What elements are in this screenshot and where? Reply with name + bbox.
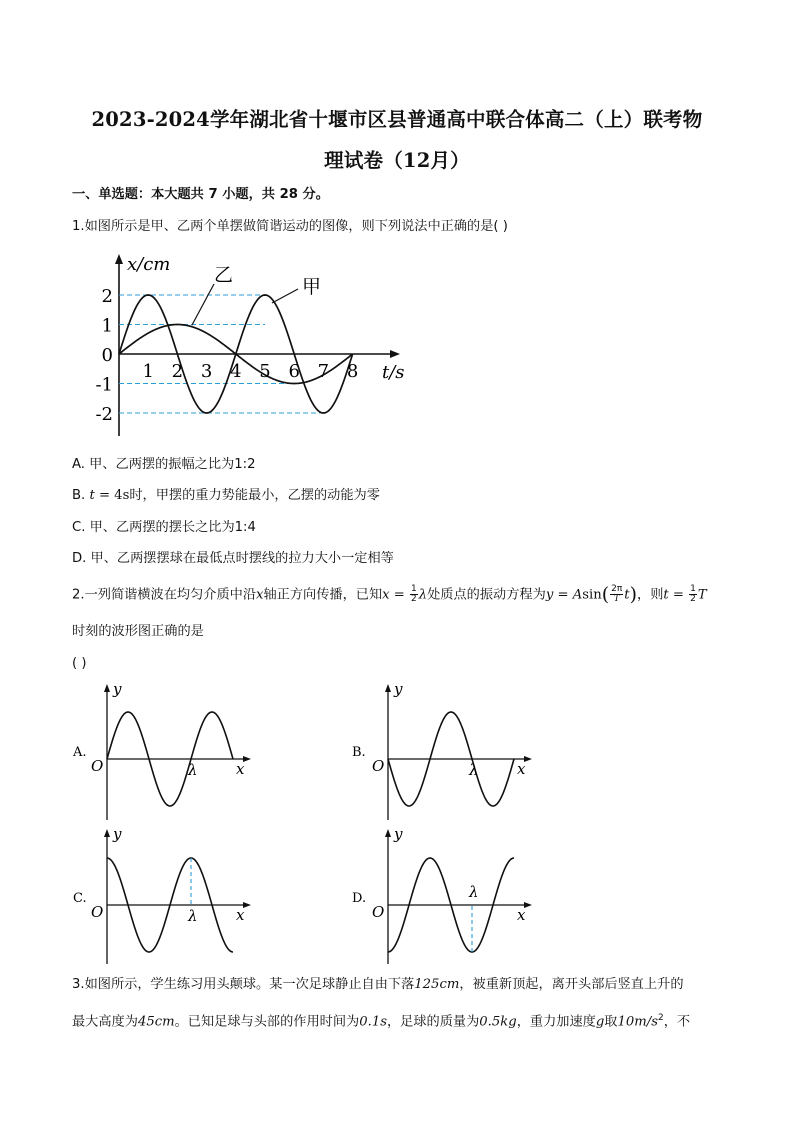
option-c-y-arrow xyxy=(104,829,110,837)
paper-title-line1: 2023-2024学年湖北省十堰市区县普通高中联合体高二（上）联考物 xyxy=(91,108,703,131)
option-d-x-label: x xyxy=(517,906,526,924)
q2-frac-half-1-num: 1 xyxy=(411,584,417,594)
q3-line2-f: ，不 xyxy=(663,1014,691,1030)
q1-option-b-rest: 时，甲摆的重力势能最小，乙摆的动能为零 xyxy=(129,488,380,503)
q3-line2-d: ，重力加速度 xyxy=(516,1014,596,1030)
q3-line2-a: 最大高度为 xyxy=(72,1014,138,1030)
q3-line2-e: 取 xyxy=(604,1014,618,1030)
q2-lambda: λ xyxy=(418,587,428,603)
q2-paren-open: ( xyxy=(601,583,610,606)
q2-stem-d: ，则 xyxy=(637,587,664,603)
paper-title-line2: 理试卷（12月） xyxy=(324,149,470,172)
q3-line1 xyxy=(72,976,684,994)
q3-value-accel: 10m/s xyxy=(617,1014,658,1030)
x-tick-label: 5 xyxy=(259,361,271,382)
option-c-label: C. xyxy=(73,891,87,906)
q2-answer-blank: ( ) xyxy=(72,656,87,671)
x-tick-label: 2 xyxy=(171,361,184,382)
y-tick-label: 2 xyxy=(101,286,113,307)
q1-option-a: A. 甲、乙两摆的振幅之比为1:2 xyxy=(72,457,256,472)
x-tick-label: 7 xyxy=(317,361,330,382)
q3-line2-b: 。已知足球与头部的作用时间为 xyxy=(174,1014,360,1030)
option-b-x-label: x xyxy=(517,760,526,778)
option-c-x-label: x xyxy=(236,906,245,924)
q2-stem-b: 轴正方向传播，已知 xyxy=(263,587,383,603)
option-b-label: B. xyxy=(352,745,366,760)
q2-stem-line2: 时刻的波形图正确的是 xyxy=(72,624,204,639)
q2-T-letter: T xyxy=(697,587,707,603)
option-b-origin: O xyxy=(372,757,385,775)
q2-frac-half-1-den: 2 xyxy=(411,594,417,604)
q2-graph-group xyxy=(72,680,532,964)
q3-value-45cm: 45cm xyxy=(137,1014,175,1030)
curve-yi-label: 乙 xyxy=(214,264,234,286)
option-b-y-arrow xyxy=(385,684,391,692)
q3-line2-c: ，足球的质量为 xyxy=(386,1014,480,1030)
x-tick-label: 1 xyxy=(142,361,154,382)
q1-stem: 1.如图所示是甲、乙两个单摆做简谐运动的图像，则下列说法中正确的是( ) xyxy=(72,219,508,234)
q1-option-d: D. 甲、乙两摆摆球在最低点时摆线的拉力大小一定相等 xyxy=(72,551,394,566)
x-axis-label: t/s xyxy=(382,362,405,383)
option-c-origin: O xyxy=(91,903,104,921)
q3-line1-b: ，被重新顶起，离开头部后竖直上升的 xyxy=(459,977,684,992)
y-tick-label: -1 xyxy=(95,374,113,396)
option-d-y-arrow xyxy=(385,829,391,837)
q3-value-125cm: 125cm xyxy=(414,977,460,992)
q2-frac-half-2-num: 1 xyxy=(690,584,696,594)
y-axis-label: x/cm xyxy=(127,254,171,275)
q3-g-letter: g xyxy=(595,1014,605,1030)
x-tick-label: 3 xyxy=(200,361,213,382)
option-a-label: A. xyxy=(73,745,87,760)
q3-line1-a: 3.如图所示，学生练习用头颠球。某一次足球静止自由下落 xyxy=(72,977,415,992)
q2-eq: y = A xyxy=(545,587,583,603)
option-d-label: D. xyxy=(352,891,367,906)
q2-stem-x: x xyxy=(256,587,264,603)
q2-x-eq: x = xyxy=(382,587,410,603)
option-d-lambda: λ xyxy=(469,883,479,901)
q2-stem-c: 处质点的振动方程为 xyxy=(427,587,546,603)
curve-jia-label: 甲 xyxy=(302,276,322,298)
option-a-origin: O xyxy=(91,757,104,775)
q2-frac-2pi: 2π xyxy=(611,584,623,594)
q1-option-c: C. 甲、乙两摆的摆长之比为1:4 xyxy=(72,520,256,535)
q1-option-b-prefix: B. xyxy=(72,488,90,503)
option-a-lambda: λ xyxy=(188,761,198,779)
option-a-y-label: y xyxy=(113,680,122,698)
option-a-x-label: x xyxy=(236,760,245,778)
q1-option-b-var: t xyxy=(89,488,95,503)
option-d-origin: O xyxy=(372,903,385,921)
option-b-y-label: y xyxy=(394,680,403,698)
q2-frac-T: T xyxy=(613,594,620,604)
q2-t-eq: t = xyxy=(663,587,689,603)
q2-paren-close: ) xyxy=(629,583,638,606)
option-d-y-label: y xyxy=(394,825,403,843)
section-heading: 一、单选题：本大题共 7 小题，共 28 分。 xyxy=(72,187,329,202)
x-tick-label: 8 xyxy=(346,361,359,382)
option-c-lambda: λ xyxy=(188,907,198,925)
origin-label: 0 xyxy=(101,345,113,366)
q1-option-b-eq: = 4s xyxy=(94,488,130,503)
x-tick-label: 4 xyxy=(230,361,242,382)
y-tick-label: -2 xyxy=(95,404,113,425)
option-b-lambda: λ xyxy=(469,761,479,779)
x-tick-label: 6 xyxy=(288,361,300,382)
y-tick-label: 1 xyxy=(101,315,113,337)
q3-line2 xyxy=(72,1009,690,1031)
option-a-y-arrow xyxy=(104,684,110,692)
q2-t-letter: t xyxy=(624,587,630,603)
q3-square: 2 xyxy=(657,1013,664,1023)
option-c-y-label: y xyxy=(113,825,122,843)
q2-frac-half-2-den: 2 xyxy=(690,594,696,604)
q3-value-mass: 0.5kg xyxy=(479,1014,517,1030)
q3-value-time: 0.1s xyxy=(359,1014,387,1030)
q2-sin: sin xyxy=(582,587,602,603)
q2-stem-a: 2.一列简谐横波在均匀介质中沿 xyxy=(72,587,257,603)
